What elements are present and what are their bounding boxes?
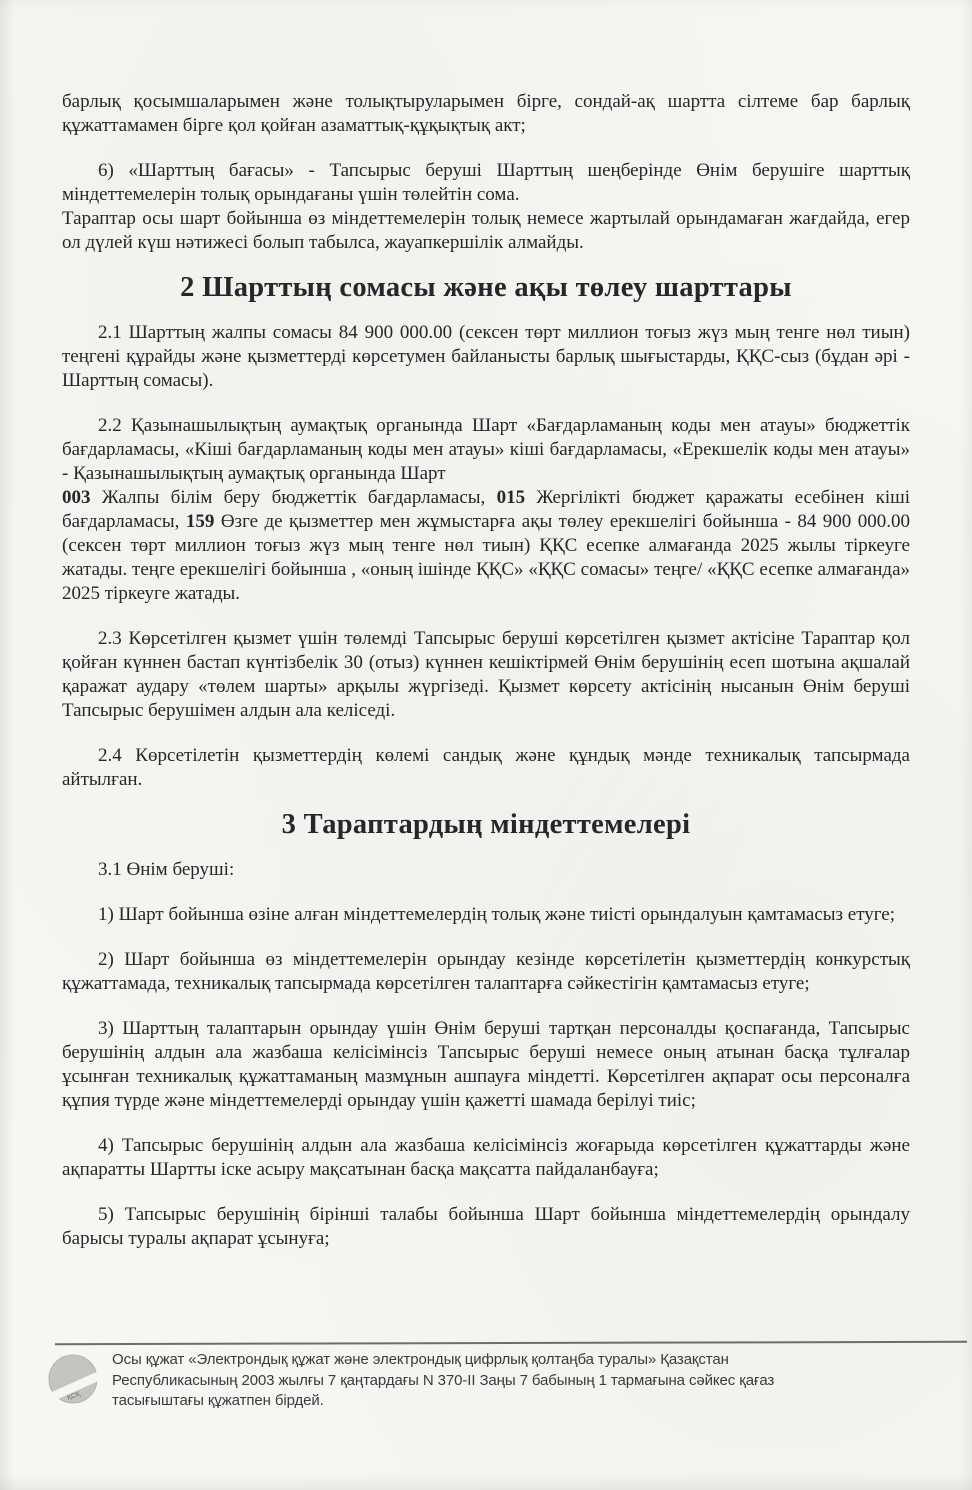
paragraph-intro: барлық қосымшаларымен және толықтыруларымен бірге, сондай-ақ шартта сілтеме бар барлық құжаттамамен бірге қол қойған азаматтық-құқықтық акт; — [62, 91, 910, 136]
legal-note-line-2: Республикасының 2003 жылғы 7 қаңтардағы N 370-II Заңы 7 бабының 1 тармағына сәйкес қағаз — [112, 1371, 775, 1389]
svg-text:ҚСҚ: ҚСҚ — [66, 1390, 82, 1402]
legal-note — [112, 1350, 822, 1412]
paragraph-force-majeure: Тараптар осы шарт бойынша өз міндеттемелерін толық немесе жартылай орындамаған жағдайда, егер ол дүлей күш нәтижесі болып табылса, жауапкершілік алмайды. — [62, 208, 910, 253]
paragraph-3-1: 3.1 Өнім беруші: — [98, 859, 235, 880]
paragraph-2-2: 2.2 Қазынашылықтың аумақтық органында Шарт «Бағдарламаның коды мен атауы» бюджеттік бағдарламасы, «Кіші бағдарламаның коды мен атауы» кіші бағдарламасы, «Ерекшелік коды мен атауы» - Қазынашылықтың аумақтық органында Шарт 003 Жалпы білім беру бюджеттік бағдарламасы, 015 Жергілікті бюджет қаражаты есебінен кіші бағдарламасы, 159 Өзге де қызметтер мен жұмыстарға ақы төлеу ерекшелігі бойынша - 84 900 000.00 (сексен төрт миллион тоғыз жүз мың тенге нөл тиын) ҚҚС есепке алмағанда 2025 жылы тіркеуге жатады. теңге ерекшелігі бойынша , «оның ішінде ҚҚС» «ҚҚС сомасы» теңге/ «ҚҚС есепке алмағанда» 2025 тіркеуге жатады. — [62, 415, 911, 604]
paragraph-2-4: 2.4 Көрсетілетін қызметтердің көлемі сандық және құндық мәнде техникалық тапсырмада айтылған. — [62, 745, 910, 790]
e-signature-footer — [0, 1342, 972, 1490]
legal-note-line-1: Осы құжат «Электрондық құжат және электрондық цифрлық қолтаңба туралы» Қазақстан — [112, 1351, 729, 1368]
e-signature-stamp-icon — [46, 1352, 104, 1410]
contract-text-block — [62, 90, 910, 1272]
obligation-item-5: 5) Тапсырыс берушінің бірінші талабы бойынша Шарт бойынша міндеттемелердің орындалу барысы туралы ақпарат ұсынуға; — [62, 1204, 910, 1249]
obligation-item-4: 4) Тапсырыс берушінің алдын ала жазбаша келісімінсіз жоғарыда көрсетілген құжаттарды және ақпаратты Шартты іске асыру мақсатынан басқа мақсатта пайдаланбауға; — [62, 1135, 910, 1180]
section-3-heading: 3 Тараптардың міндеттемелері — [281, 809, 691, 840]
obligation-item-2: 2) Шарт бойынша өз міндеттемелерін орындау кезінде көрсетілетін қызметтердің конкурстық құжаттамада, техникалық тапсырмада көрсетілген талаптарға сәйкестігін қамтамасыз етуге; — [62, 949, 910, 994]
obligation-item-3: 3) Шарттың талаптарын орындау үшін Өнім беруші тартқан персоналды қоспағанда, Тапсырыс берушінің алдын ала жазбаша келісімінсіз Тапсырыс беруші немесе оның атынан басқа тұлғалар ұсынған техникалық құжаттаманың мазмұнын ашпауға міндетті. Көрсетілген ақпарат осы персоналға құпия түрде және міндеттемелерді орындау үшін қажетті шамада берілуі тиіс; — [62, 1018, 910, 1111]
paragraph-2-1: 2.1 Шарттың жалпы сомасы 84 900 000.00 (сексен төрт миллион тоғыз жүз мың тенге нөл тиын) теңгені құрайды және қызметтерді көрсетумен байланысты барлық шығыстарды, ҚҚС-сыз (бұдан әрі - Шарттың сомасы). — [62, 322, 910, 391]
paragraph-clause-6: 6) «Шарттың бағасы» - Тапсырыс беруші Шарттың шеңберінде Өнім берушіге шарттық міндеттемелерін толық орындағаны үшін төлейтін сома. — [62, 160, 910, 205]
obligation-item-1: 1) Шарт бойынша өзіне алған міндеттемелердің толық және тиісті орындалуын қамтамасыз етуге; — [98, 904, 896, 925]
paragraph-2-3: 2.3 Көрсетілген қызмет үшін төлемді Тапсырыс беруші көрсетілген қызмет актісіне Тараптар қол қойған күннен бастап күнтізбелік 30 (отыз) күннен кешіктірмей Өнім берушінің есеп шотына ақшалай қаражат аудару «төлем шарты» арқылы жүргізеді. Қызмет көрсету актісінің нысанын Өнім беруші Тапсырыс берушімен алдын ала келіседі. — [62, 628, 910, 721]
legal-note-line-3: тасығыштағы құжатпен бірдей. — [112, 1392, 324, 1409]
section-2-heading: 2 Шарттың сомасы және ақы төлеу шарттары — [180, 272, 792, 303]
footer-divider-line — [55, 1341, 967, 1345]
